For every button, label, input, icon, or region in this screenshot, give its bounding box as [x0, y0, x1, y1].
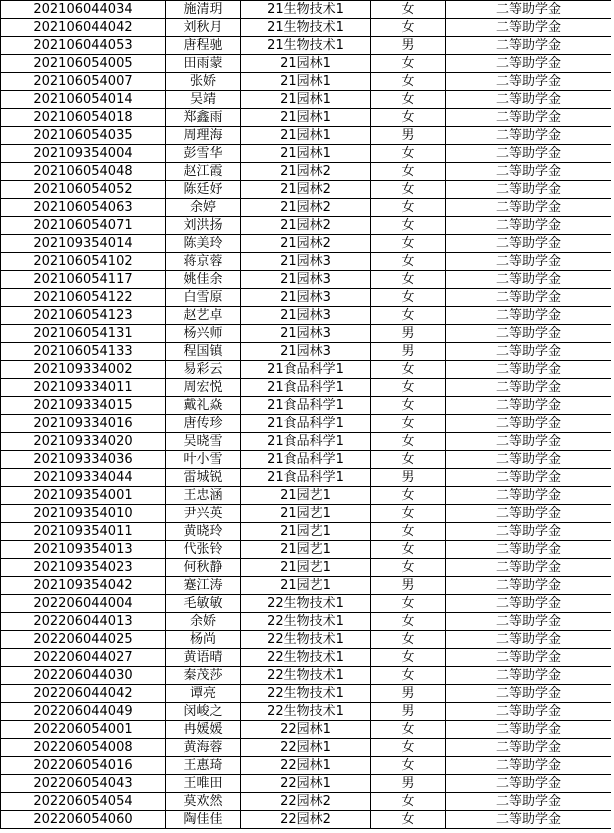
award-cell[interactable]: 二等助学金 — [446, 469, 612, 487]
award-cell[interactable]: 二等助学金 — [446, 37, 612, 55]
table-row — [1, 739, 612, 757]
gender-cell[interactable]: 女 — [371, 253, 446, 271]
award-cell[interactable]: 二等助学金 — [446, 451, 612, 469]
gender-cell[interactable]: 男 — [371, 685, 446, 703]
gender-cell[interactable]: 女 — [371, 199, 446, 217]
student-id-cell[interactable]: 202106054117 — [1, 271, 166, 289]
class-cell[interactable]: 21食品科学1 — [241, 433, 371, 451]
award-cell[interactable]: 二等助学金 — [446, 163, 612, 181]
student-id-cell[interactable]: 202206054043 — [1, 775, 166, 793]
student-id-cell[interactable]: 202106044034 — [1, 1, 166, 19]
student-name-cell[interactable]: 莫欢然 — [166, 793, 241, 811]
table-row — [1, 271, 612, 289]
student-id-cell[interactable]: 202206054060 — [1, 811, 166, 829]
award-cell[interactable]: 二等助学金 — [446, 1, 612, 19]
student-name-cell[interactable]: 蒋京蓉 — [166, 253, 241, 271]
student-id-cell[interactable]: 202106054123 — [1, 307, 166, 325]
award-cell[interactable]: 二等助学金 — [446, 343, 612, 361]
class-cell[interactable]: 21园林1 — [241, 109, 371, 127]
award-cell[interactable]: 二等助学金 — [446, 325, 612, 343]
gender-cell[interactable]: 男 — [371, 127, 446, 145]
student-id-cell[interactable]: 202206044027 — [1, 649, 166, 667]
gender-cell[interactable]: 女 — [371, 379, 446, 397]
student-id-cell[interactable]: 202106054071 — [1, 217, 166, 235]
student-id-cell[interactable]: 202109334016 — [1, 415, 166, 433]
table-row — [1, 343, 612, 361]
class-cell[interactable]: 21园林1 — [241, 145, 371, 163]
gender-cell[interactable]: 男 — [371, 343, 446, 361]
award-cell[interactable]: 二等助学金 — [446, 577, 612, 595]
student-id-cell[interactable]: 202109354014 — [1, 235, 166, 253]
student-id-cell[interactable]: 202206044049 — [1, 703, 166, 721]
student-name-cell[interactable]: 陈美玲 — [166, 235, 241, 253]
student-id-cell[interactable]: 202106054122 — [1, 289, 166, 307]
student-name-cell[interactable]: 陈廷妤 — [166, 181, 241, 199]
student-name-cell[interactable]: 刘洪扬 — [166, 217, 241, 235]
class-cell[interactable]: 21园艺1 — [241, 505, 371, 523]
gender-cell[interactable]: 女 — [371, 307, 446, 325]
class-cell[interactable]: 21园林3 — [241, 253, 371, 271]
table-row — [1, 19, 612, 37]
student-name-cell[interactable]: 王惠琦 — [166, 757, 241, 775]
table-row — [1, 577, 612, 595]
class-cell[interactable]: 21园艺1 — [241, 541, 371, 559]
gender-cell[interactable]: 男 — [371, 577, 446, 595]
award-cell[interactable]: 二等助学金 — [446, 811, 612, 829]
table-row — [1, 595, 612, 613]
student-name-cell[interactable]: 易彩云 — [166, 361, 241, 379]
award-cell[interactable]: 二等助学金 — [446, 415, 612, 433]
class-cell[interactable]: 21园林3 — [241, 343, 371, 361]
student-id-cell[interactable]: 202109334044 — [1, 469, 166, 487]
award-cell[interactable]: 二等助学金 — [446, 271, 612, 289]
table-row — [1, 289, 612, 307]
class-cell[interactable]: 21园林1 — [241, 127, 371, 145]
award-cell[interactable]: 二等助学金 — [446, 631, 612, 649]
gender-cell[interactable]: 女 — [371, 559, 446, 577]
gender-cell[interactable]: 女 — [371, 595, 446, 613]
student-id-cell[interactable]: 202109334020 — [1, 433, 166, 451]
student-id-cell[interactable]: 202206044013 — [1, 613, 166, 631]
gender-cell[interactable]: 女 — [371, 55, 446, 73]
class-cell[interactable]: 22园林2 — [241, 793, 371, 811]
gender-cell[interactable]: 男 — [371, 325, 446, 343]
class-cell[interactable]: 22园林1 — [241, 775, 371, 793]
table-row — [1, 109, 612, 127]
table-row — [1, 217, 612, 235]
student-id-cell[interactable]: 202109354010 — [1, 505, 166, 523]
student-id-cell[interactable]: 202206044030 — [1, 667, 166, 685]
class-cell[interactable]: 21园林2 — [241, 163, 371, 181]
class-cell[interactable]: 21生物技术1 — [241, 19, 371, 37]
award-cell[interactable]: 二等助学金 — [446, 235, 612, 253]
student-name-cell[interactable]: 杨尚 — [166, 631, 241, 649]
table-row — [1, 73, 612, 91]
student-id-cell[interactable]: 202109334002 — [1, 361, 166, 379]
gender-cell[interactable]: 女 — [371, 487, 446, 505]
student-id-cell[interactable]: 202106054063 — [1, 199, 166, 217]
student-name-cell[interactable]: 吴靖 — [166, 91, 241, 109]
table-row — [1, 1, 612, 19]
class-cell[interactable]: 22园林1 — [241, 739, 371, 757]
award-cell[interactable]: 二等助学金 — [446, 703, 612, 721]
table-row — [1, 721, 612, 739]
student-name-cell[interactable]: 田雨蒙 — [166, 55, 241, 73]
table-row — [1, 775, 612, 793]
student-name-cell[interactable]: 赵艺卓 — [166, 307, 241, 325]
student-id-cell[interactable]: 202109354023 — [1, 559, 166, 577]
table-row — [1, 505, 612, 523]
class-cell[interactable]: 21园林3 — [241, 289, 371, 307]
award-cell[interactable]: 二等助学金 — [446, 541, 612, 559]
gender-cell[interactable]: 女 — [371, 19, 446, 37]
table-row — [1, 469, 612, 487]
gender-cell[interactable]: 女 — [371, 73, 446, 91]
table-row — [1, 667, 612, 685]
gender-cell[interactable]: 女 — [371, 631, 446, 649]
gender-cell[interactable]: 女 — [371, 397, 446, 415]
award-cell[interactable]: 二等助学金 — [446, 289, 612, 307]
table-row — [1, 325, 612, 343]
table-row — [1, 145, 612, 163]
table-row — [1, 433, 612, 451]
table-row — [1, 451, 612, 469]
table-row — [1, 37, 612, 55]
class-cell[interactable]: 21食品科学1 — [241, 469, 371, 487]
class-cell[interactable]: 21园林2 — [241, 235, 371, 253]
student-name-cell[interactable]: 杨兴师 — [166, 325, 241, 343]
class-cell[interactable]: 21园林2 — [241, 199, 371, 217]
student-name-cell[interactable]: 谭亮 — [166, 685, 241, 703]
award-cell[interactable]: 二等助学金 — [446, 523, 612, 541]
gender-cell[interactable]: 女 — [371, 793, 446, 811]
award-cell[interactable]: 二等助学金 — [446, 487, 612, 505]
award-cell[interactable]: 二等助学金 — [446, 613, 612, 631]
class-cell[interactable]: 21生物技术1 — [241, 1, 371, 19]
student-name-cell[interactable]: 余娇 — [166, 613, 241, 631]
table-row — [1, 55, 612, 73]
student-name-cell[interactable]: 尹兴英 — [166, 505, 241, 523]
student-id-cell[interactable]: 202106054131 — [1, 325, 166, 343]
student-id-cell[interactable]: 202106054005 — [1, 55, 166, 73]
award-cell[interactable]: 二等助学金 — [446, 361, 612, 379]
gender-cell[interactable]: 女 — [371, 271, 446, 289]
award-cell[interactable]: 二等助学金 — [446, 19, 612, 37]
gender-cell[interactable]: 女 — [371, 289, 446, 307]
award-cell[interactable]: 二等助学金 — [446, 145, 612, 163]
gender-cell[interactable]: 女 — [371, 1, 446, 19]
table-row — [1, 559, 612, 577]
award-cell[interactable]: 二等助学金 — [446, 721, 612, 739]
student-id-cell[interactable]: 202106054133 — [1, 343, 166, 361]
class-cell[interactable]: 22生物技术1 — [241, 649, 371, 667]
gender-cell[interactable]: 女 — [371, 721, 446, 739]
class-cell[interactable]: 21园林1 — [241, 91, 371, 109]
award-cell[interactable]: 二等助学金 — [446, 559, 612, 577]
award-cell[interactable]: 二等助学金 — [446, 55, 612, 73]
award-cell[interactable]: 二等助学金 — [446, 199, 612, 217]
student-name-cell[interactable]: 秦茂莎 — [166, 667, 241, 685]
gender-cell[interactable]: 女 — [371, 415, 446, 433]
award-cell[interactable]: 二等助学金 — [446, 685, 612, 703]
student-name-cell[interactable]: 戴礼焱 — [166, 397, 241, 415]
table-row — [1, 361, 612, 379]
student-name-cell[interactable]: 周宏悦 — [166, 379, 241, 397]
student-name-cell[interactable]: 王唯田 — [166, 775, 241, 793]
table-body — [1, 1, 612, 829]
award-cell[interactable]: 二等助学金 — [446, 127, 612, 145]
gender-cell[interactable]: 男 — [371, 37, 446, 55]
award-cell[interactable]: 二等助学金 — [446, 595, 612, 613]
gender-cell[interactable]: 女 — [371, 361, 446, 379]
class-cell[interactable]: 21园林3 — [241, 307, 371, 325]
class-cell[interactable]: 21园林2 — [241, 181, 371, 199]
class-cell[interactable]: 22生物技术1 — [241, 613, 371, 631]
table-row — [1, 649, 612, 667]
class-cell[interactable]: 22园林1 — [241, 721, 371, 739]
award-cell[interactable]: 二等助学金 — [446, 181, 612, 199]
student-id-cell[interactable]: 202109334011 — [1, 379, 166, 397]
student-name-cell[interactable]: 赵江霞 — [166, 163, 241, 181]
table-row — [1, 631, 612, 649]
class-cell[interactable]: 22生物技术1 — [241, 595, 371, 613]
gender-cell[interactable]: 男 — [371, 703, 446, 721]
student-name-cell[interactable]: 刘秋月 — [166, 19, 241, 37]
student-id-cell[interactable]: 202106054007 — [1, 73, 166, 91]
table-row — [1, 397, 612, 415]
student-name-cell[interactable]: 黄晓玲 — [166, 523, 241, 541]
award-cell[interactable]: 二等助学金 — [446, 649, 612, 667]
student-name-cell[interactable]: 程国镇 — [166, 343, 241, 361]
student-name-cell[interactable]: 黄语晴 — [166, 649, 241, 667]
class-cell[interactable]: 21生物技术1 — [241, 37, 371, 55]
gender-cell[interactable]: 女 — [371, 451, 446, 469]
table-row — [1, 703, 612, 721]
student-id-cell[interactable]: 202109354042 — [1, 577, 166, 595]
table-row — [1, 541, 612, 559]
student-name-cell[interactable]: 唐程驰 — [166, 37, 241, 55]
gender-cell[interactable]: 女 — [371, 613, 446, 631]
class-cell[interactable]: 22生物技术1 — [241, 631, 371, 649]
table-row — [1, 415, 612, 433]
award-cell[interactable]: 二等助学金 — [446, 433, 612, 451]
table-row — [1, 379, 612, 397]
award-cell[interactable]: 二等助学金 — [446, 379, 612, 397]
student-id-cell[interactable]: 202206054054 — [1, 793, 166, 811]
student-name-cell[interactable]: 蹇江涛 — [166, 577, 241, 595]
gender-cell[interactable]: 女 — [371, 505, 446, 523]
award-cell[interactable]: 二等助学金 — [446, 757, 612, 775]
gender-cell[interactable]: 女 — [371, 757, 446, 775]
award-cell[interactable]: 二等助学金 — [446, 397, 612, 415]
table-row — [1, 181, 612, 199]
gender-cell[interactable]: 女 — [371, 433, 446, 451]
award-cell[interactable]: 二等助学金 — [446, 505, 612, 523]
award-cell[interactable]: 二等助学金 — [446, 775, 612, 793]
table-row — [1, 163, 612, 181]
award-cell[interactable]: 二等助学金 — [446, 307, 612, 325]
student-name-cell[interactable]: 叶小雪 — [166, 451, 241, 469]
award-cell[interactable]: 二等助学金 — [446, 739, 612, 757]
class-cell[interactable]: 22生物技术1 — [241, 667, 371, 685]
student-name-cell[interactable]: 毛敏敏 — [166, 595, 241, 613]
class-cell[interactable]: 21园林1 — [241, 73, 371, 91]
award-cell[interactable]: 二等助学金 — [446, 217, 612, 235]
class-cell[interactable]: 21园林3 — [241, 325, 371, 343]
class-cell[interactable]: 21园林2 — [241, 217, 371, 235]
student-name-cell[interactable]: 代张铃 — [166, 541, 241, 559]
student-id-cell[interactable]: 202106054018 — [1, 109, 166, 127]
table-row — [1, 253, 612, 271]
student-id-cell[interactable]: 202109354013 — [1, 541, 166, 559]
student-id-cell[interactable]: 202109354001 — [1, 487, 166, 505]
gender-cell[interactable]: 女 — [371, 109, 446, 127]
student-id-cell[interactable]: 202106054035 — [1, 127, 166, 145]
table-row — [1, 127, 612, 145]
gender-cell[interactable]: 男 — [371, 775, 446, 793]
award-cell[interactable]: 二等助学金 — [446, 109, 612, 127]
student-name-cell[interactable]: 张娇 — [166, 73, 241, 91]
student-id-cell[interactable]: 202109354011 — [1, 523, 166, 541]
student-id-cell[interactable]: 202106054052 — [1, 181, 166, 199]
gender-cell[interactable]: 女 — [371, 181, 446, 199]
student-id-cell[interactable]: 202206044042 — [1, 685, 166, 703]
student-name-cell[interactable]: 彭雪华 — [166, 145, 241, 163]
gender-cell[interactable]: 女 — [371, 541, 446, 559]
class-cell[interactable]: 22园林1 — [241, 757, 371, 775]
student-name-cell[interactable]: 白雪原 — [166, 289, 241, 307]
class-cell[interactable]: 22园林2 — [241, 811, 371, 829]
student-name-cell[interactable]: 周理海 — [166, 127, 241, 145]
gender-cell[interactable]: 女 — [371, 739, 446, 757]
gender-cell[interactable]: 女 — [371, 145, 446, 163]
student-id-cell[interactable]: 202206044004 — [1, 595, 166, 613]
student-name-cell[interactable]: 吴晓雪 — [166, 433, 241, 451]
class-cell[interactable]: 21食品科学1 — [241, 361, 371, 379]
class-cell[interactable]: 21园林3 — [241, 271, 371, 289]
student-id-cell[interactable]: 202206044025 — [1, 631, 166, 649]
student-name-cell[interactable]: 雷城锐 — [166, 469, 241, 487]
gender-cell[interactable]: 女 — [371, 163, 446, 181]
class-cell[interactable]: 21园艺1 — [241, 577, 371, 595]
gender-cell[interactable]: 女 — [371, 217, 446, 235]
student-name-cell[interactable]: 何秋静 — [166, 559, 241, 577]
student-name-cell[interactable]: 唐传珍 — [166, 415, 241, 433]
student-name-cell[interactable]: 施清玥 — [166, 1, 241, 19]
student-name-cell[interactable]: 姚佳余 — [166, 271, 241, 289]
student-id-cell[interactable]: 202106054102 — [1, 253, 166, 271]
class-cell[interactable]: 22生物技术1 — [241, 685, 371, 703]
student-id-cell[interactable]: 202109334036 — [1, 451, 166, 469]
table-row — [1, 487, 612, 505]
student-name-cell[interactable]: 闵峻之 — [166, 703, 241, 721]
class-cell[interactable]: 21食品科学1 — [241, 415, 371, 433]
class-cell[interactable]: 21食品科学1 — [241, 379, 371, 397]
table-row — [1, 91, 612, 109]
student-id-cell[interactable]: 202206054001 — [1, 721, 166, 739]
award-cell[interactable]: 二等助学金 — [446, 793, 612, 811]
gender-cell[interactable]: 女 — [371, 523, 446, 541]
table-row — [1, 613, 612, 631]
student-name-cell[interactable]: 王忠涵 — [166, 487, 241, 505]
student-id-cell[interactable]: 202206054008 — [1, 739, 166, 757]
award-cell[interactable]: 二等助学金 — [446, 667, 612, 685]
table-row — [1, 685, 612, 703]
table-row — [1, 199, 612, 217]
student-name-cell[interactable]: 陶佳佳 — [166, 811, 241, 829]
class-cell[interactable]: 21园艺1 — [241, 487, 371, 505]
gender-cell[interactable]: 女 — [371, 811, 446, 829]
gender-cell[interactable]: 女 — [371, 91, 446, 109]
student-id-cell[interactable]: 202106044053 — [1, 37, 166, 55]
student-id-cell[interactable]: 202109354004 — [1, 145, 166, 163]
class-cell[interactable]: 21园艺1 — [241, 559, 371, 577]
table-row — [1, 307, 612, 325]
gender-cell[interactable]: 女 — [371, 667, 446, 685]
class-cell[interactable]: 21园林1 — [241, 55, 371, 73]
award-cell[interactable]: 二等助学金 — [446, 253, 612, 271]
table-row — [1, 811, 612, 829]
student-name-cell[interactable]: 余婷 — [166, 199, 241, 217]
student-id-cell[interactable]: 202206054016 — [1, 757, 166, 775]
table-row — [1, 793, 612, 811]
award-cell[interactable]: 二等助学金 — [446, 73, 612, 91]
class-cell[interactable]: 22生物技术1 — [241, 703, 371, 721]
award-cell[interactable]: 二等助学金 — [446, 91, 612, 109]
gender-cell[interactable]: 男 — [371, 469, 446, 487]
table-row — [1, 757, 612, 775]
gender-cell[interactable]: 女 — [371, 649, 446, 667]
table-row — [1, 523, 612, 541]
student-id-cell[interactable]: 202109334015 — [1, 397, 166, 415]
class-cell[interactable]: 21食品科学1 — [241, 451, 371, 469]
student-name-cell[interactable]: 黄海蓉 — [166, 739, 241, 757]
class-cell[interactable]: 21食品科学1 — [241, 397, 371, 415]
class-cell[interactable]: 21园艺1 — [241, 523, 371, 541]
student-id-cell[interactable]: 202106054048 — [1, 163, 166, 181]
student-id-cell[interactable]: 202106054014 — [1, 91, 166, 109]
student-id-cell[interactable]: 202106044042 — [1, 19, 166, 37]
student-name-cell[interactable]: 冉媛媛 — [166, 721, 241, 739]
table-row — [1, 235, 612, 253]
student-name-cell[interactable]: 郑鑫雨 — [166, 109, 241, 127]
gender-cell[interactable]: 女 — [371, 235, 446, 253]
